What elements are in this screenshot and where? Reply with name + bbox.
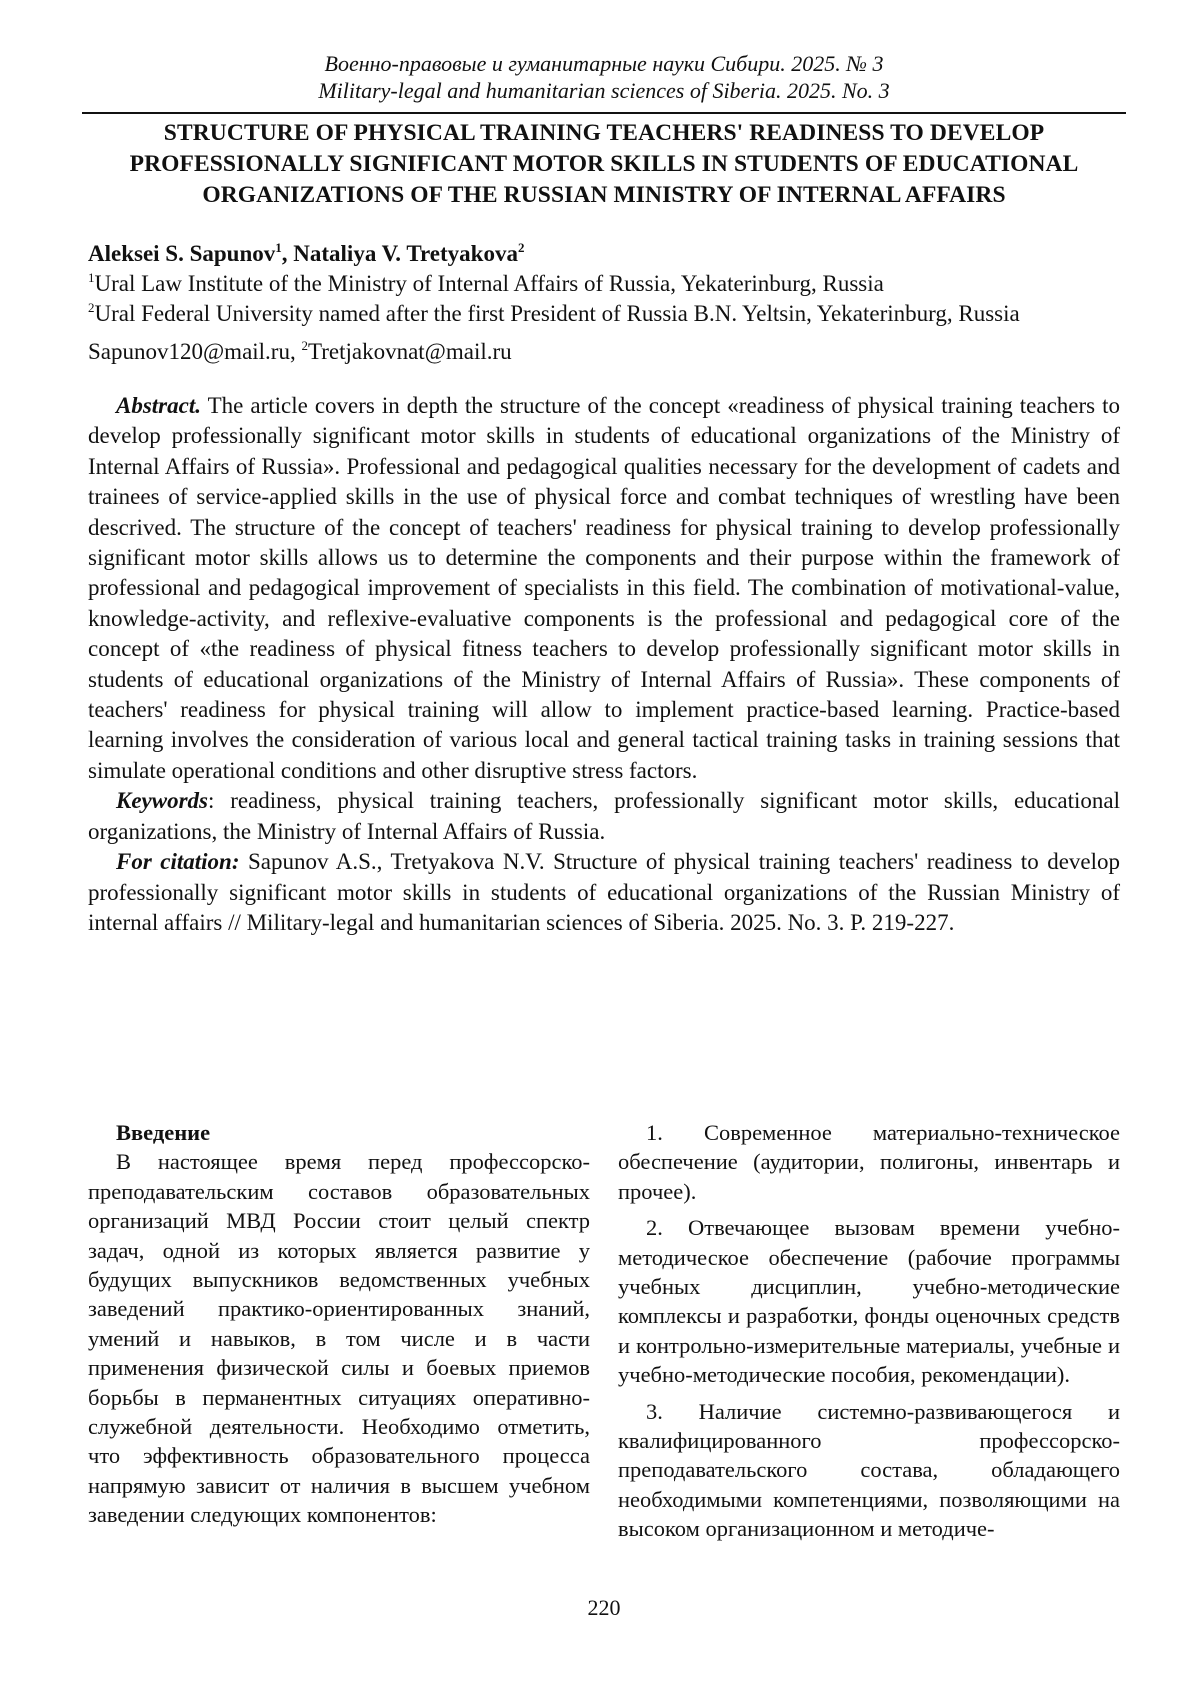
email-link[interactable]: Tretjakovnat@mail.ru bbox=[307, 339, 512, 364]
author-affiliation-marker: 1 bbox=[275, 240, 282, 255]
email-marker: 2 bbox=[301, 338, 308, 353]
section-heading: Введение bbox=[116, 1120, 211, 1145]
abstract-paragraph bbox=[88, 391, 1120, 786]
journal-name-ru: Военно-правовые и гуманитарные науки Сибири. 2025. № 3 bbox=[324, 51, 884, 76]
email-link[interactable]: Sapunov120@mail.ru, bbox=[88, 339, 302, 364]
abstract-text: The article covers in depth the structure of the concept «readiness of physical training teachers to develop professionally significant motor skills in students of educational organizations of the Ministry of Internal Affairs of Russia». Professional and pedagogical qualities necessary for the development of cadets and trainees of service-applied skills in the use of physical force and combat techniques of wrestling have been descrived. The structure of the concept of teachers' readiness for physical training to develop professionally significant motor skills allows us to determine the components and their purpose within the framework of professional and pedagogical improvement of specialists in this field. The combination of motivational-value, knowledge-activity, and reflexive-evaluative components is the professional and pedagogical core of the concept of «the readiness of physical fitness teachers to develop professionally significant motor skills in students of educational organizations of the Ministry of Internal Affairs of Russia». These components of teachers' readiness for physical training will allow to implement practice-based learning. Practice-based learning involves the consideration of various local and general tactical training tasks in training sessions that simulate operational conditions and other disruptive stress factors. bbox=[88, 393, 1120, 783]
keywords-paragraph bbox=[88, 786, 1120, 847]
author-name: Nataliya V. Tretyakova bbox=[293, 241, 518, 266]
keywords-text: : readiness, physical training teachers, professionally significant motor skills, educational organizations, the Ministry of Internal Affairs of Russia. bbox=[88, 788, 1120, 844]
citation-paragraph bbox=[88, 847, 1120, 938]
author-affiliation-marker: 2 bbox=[517, 240, 525, 255]
keywords-label: Keywords bbox=[116, 788, 208, 814]
affiliation-2 bbox=[88, 299, 1120, 329]
affiliation-marker: 1 bbox=[88, 270, 95, 285]
list-item: 1. Современное материально-техническое обеспечение (аудитории, полигоны, инвентарь и прочее). bbox=[618, 1120, 1120, 1204]
article-title: STRUCTURE OF PHYSICAL TRAINING TEACHERS' READINESS TO DEVELOP PROFESSIONALLY SIGNIFICANT MOTOR SKILLS IN STUDENTS OF EDUCATIONAL ORGANIZATIONS OF THE RUSSIAN MINISTRY OF INTERNAL AFFAIRS bbox=[129, 120, 1079, 208]
running-header bbox=[88, 0, 1120, 104]
citation-label: For citation: bbox=[116, 849, 240, 875]
left-column bbox=[88, 1118, 590, 1544]
body-paragraph: В настоящее время перед профессорско-преподавательским составов образовательных организаций МВД России стоит целый спектр задач, одной из которых является развитие у будущих выпускников ведомственных учебных заведений практико-ориентированных знаний, умений и навыков, в том числе и в части применения физической силы и боевых приемов борьбы в перманентных ситуациях оперативно-служебной деятельности. Необходимо отметить, что эффективность образовательного процесса напрямую зависит от наличия в высшем учебном заведении следующих компонентов: bbox=[88, 1149, 590, 1528]
abstract-label: Abstract. bbox=[116, 393, 201, 418]
author-name: Aleksei S. Sapunov bbox=[88, 241, 276, 266]
affiliation-text: Ural Law Institute of the Ministry of Internal Affairs of Russia, Yekaterinburg, Russia bbox=[94, 271, 884, 296]
contact-emails bbox=[88, 337, 1120, 367]
journal-name-en: Military-legal and humanitarian sciences of Siberia. 2025. No. 3 bbox=[318, 78, 890, 103]
affiliation-text: Ural Federal University named after the first President of Russia B.N. Yeltsin, Yekaterinburg, Russia bbox=[94, 301, 1020, 326]
list-item: 3. Наличие системно-развивающегося и квалифицированного профессорско-преподавательского состава, обладающего необходимыми компетенциями, позволяющими на высоком организационном и методиче- bbox=[618, 1398, 1120, 1542]
right-column bbox=[618, 1118, 1120, 1544]
citation-text: Sapunov A.S., Tretyakova N.V. Structure of physical training teachers' readiness to develop professionally significant motor skills in students of educational organizations of the Russian Ministry of internal affairs // Military-legal and humanitarian sciences of Siberia. 2025. No. 3. P. 219-227. bbox=[88, 849, 1120, 935]
affiliation-marker: 2 bbox=[88, 300, 95, 315]
list-item: 2. Отвечающее вызовам времени учебно-методическое обеспечение (рабочие программы учебных дисциплин, учебно-методические комплексы и разработки, фонды оценочных средств и контрольно-измерительные материалы, учебные и учебно-методические пособия, рекомендации). bbox=[618, 1215, 1120, 1388]
body-columns bbox=[88, 1118, 1120, 1544]
header-rule bbox=[82, 112, 1126, 114]
journal-page bbox=[88, 0, 1120, 1620]
author-separator: , bbox=[281, 241, 294, 266]
author-line bbox=[88, 238, 1120, 269]
page-number: 220 bbox=[587, 1595, 621, 1620]
affiliation-1 bbox=[88, 269, 1120, 299]
abstract-section bbox=[88, 391, 1120, 938]
